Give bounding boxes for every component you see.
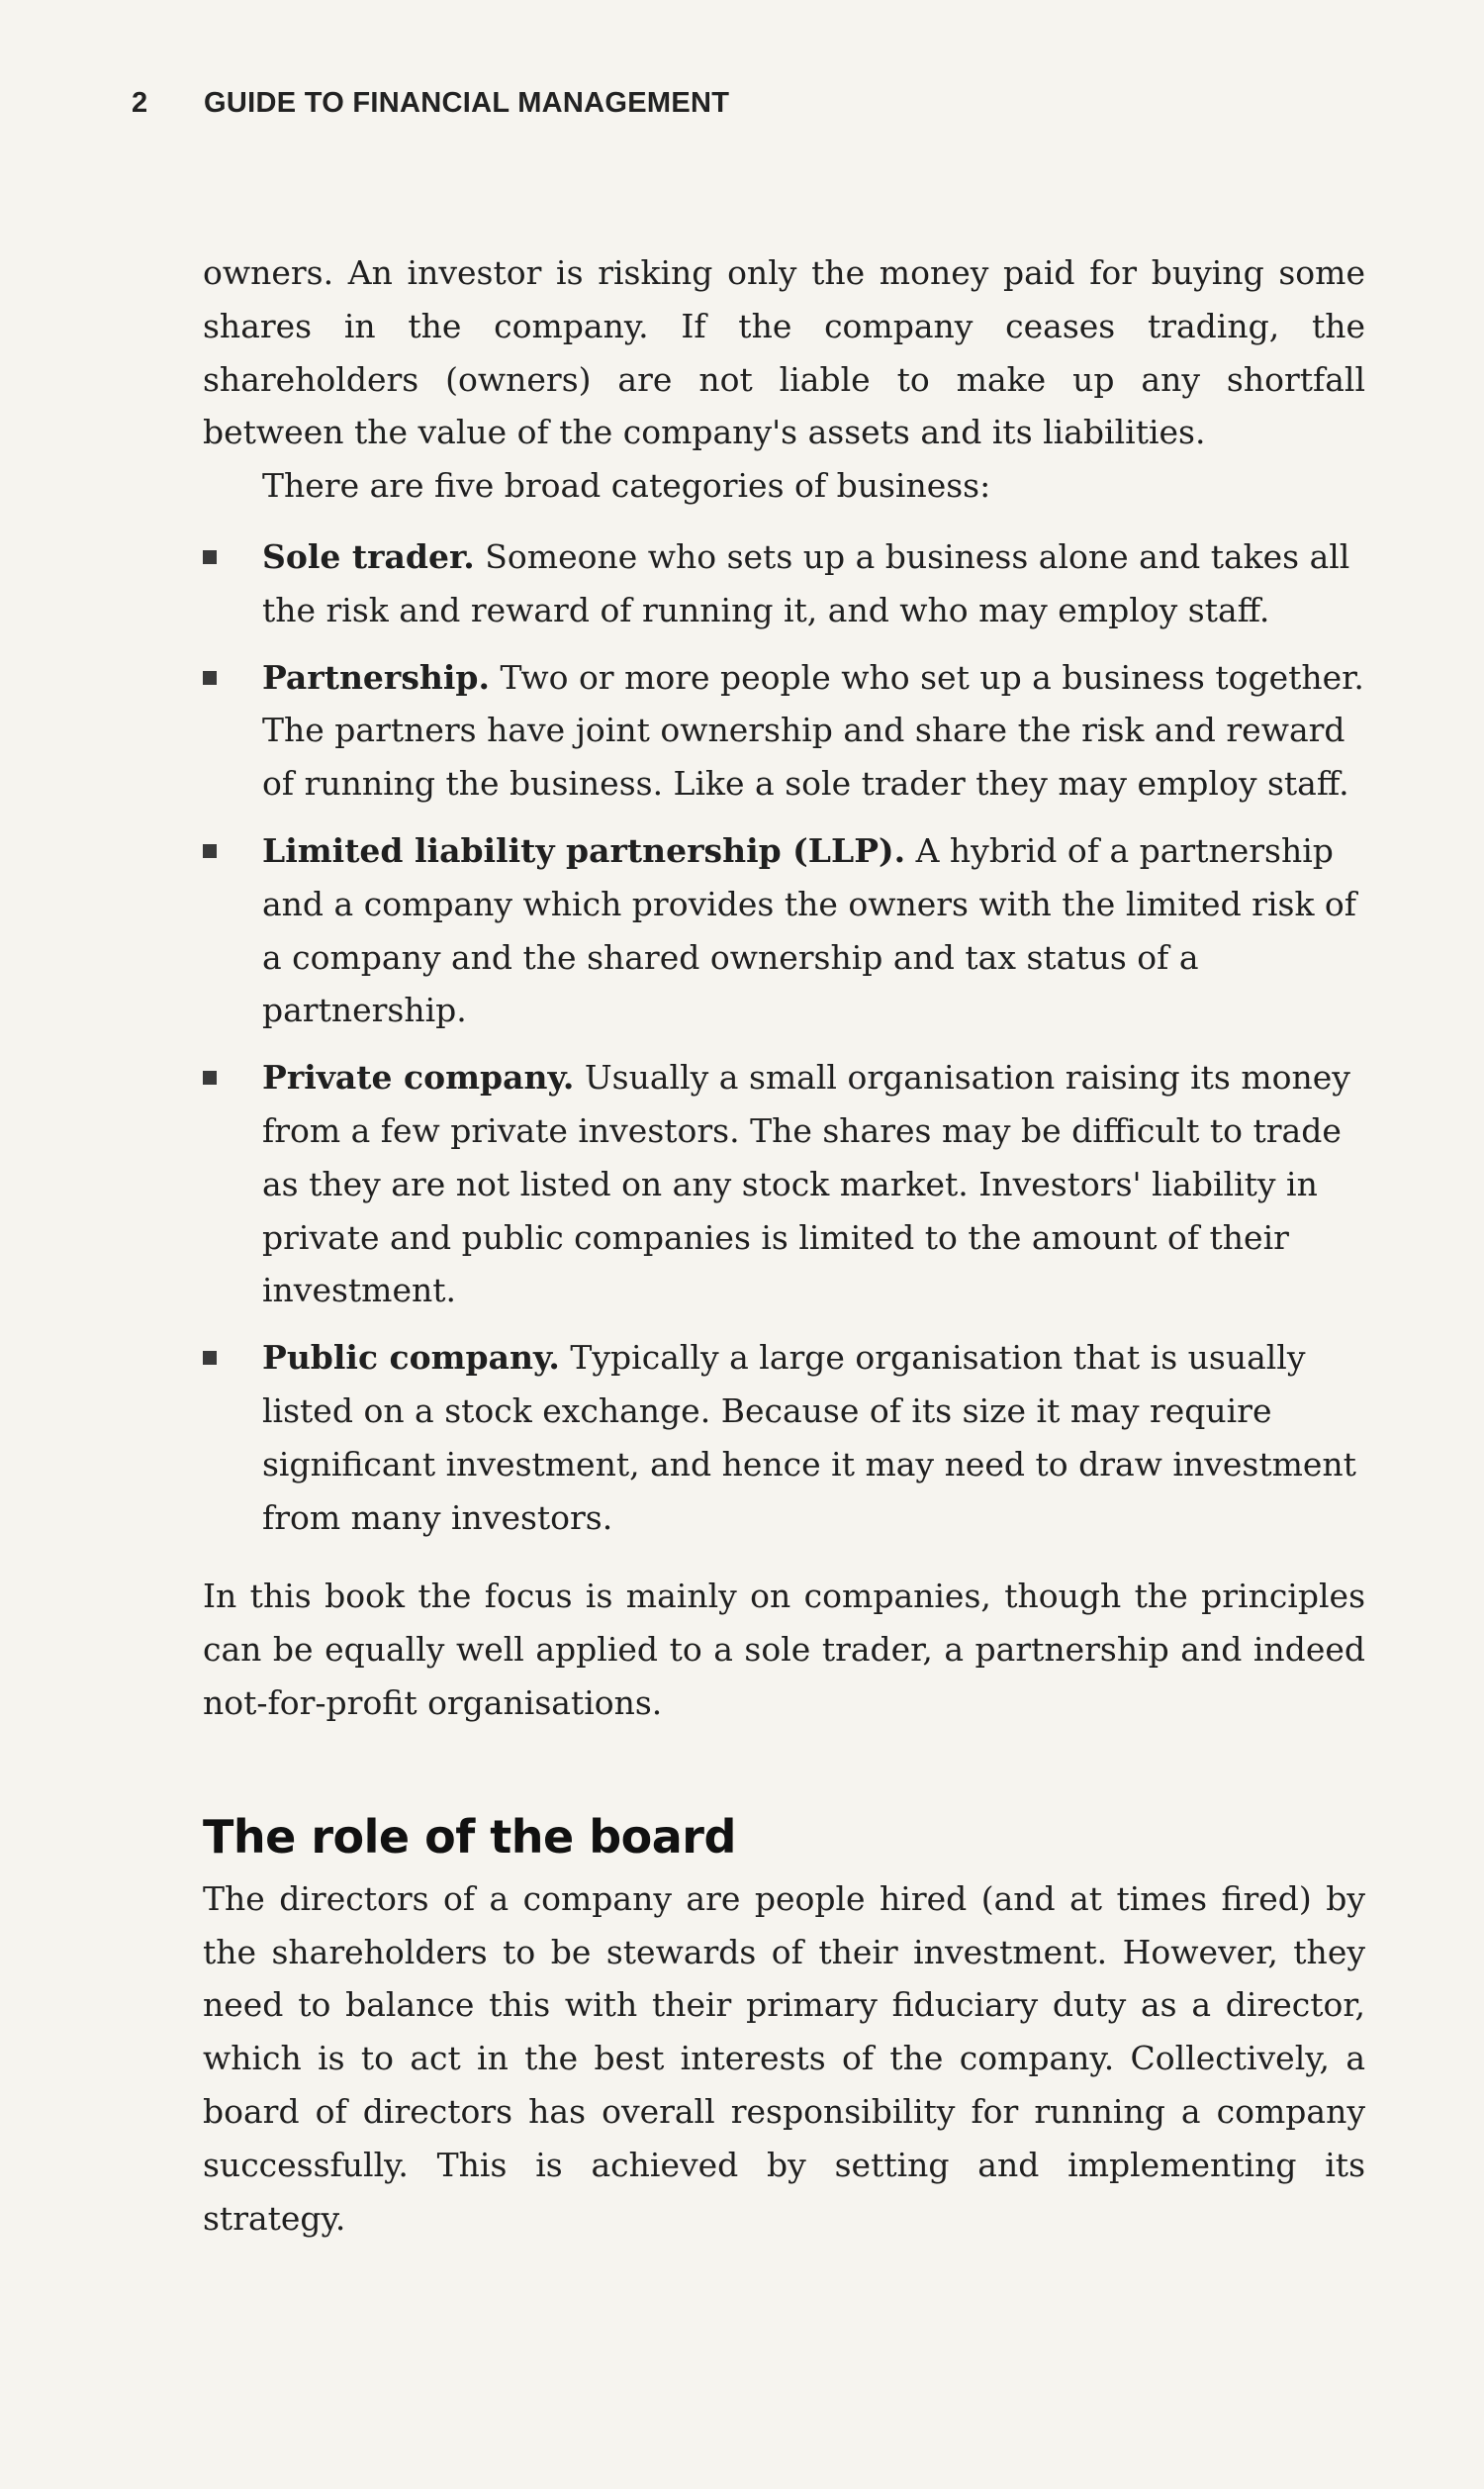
square-bullet-icon [203,844,217,858]
categories-lead-in: There are five broad categories of business: [262,466,991,506]
category-term: Private company. [262,1058,575,1098]
list-item [203,530,1365,637]
list-item [203,651,1365,811]
page-number: 2 [132,87,148,119]
category-term: Public company. [262,1338,560,1378]
square-bullet-icon [203,1351,217,1365]
closing-paragraph: In this book the focus is mainly on companies, though the principles can be equally well applied to a sole trader, a partnership and indeed not-for-profit organisations. [203,1577,1365,1722]
list-item [203,1051,1365,1317]
list-item [203,824,1365,1037]
business-categories-list [203,530,1365,1544]
category-term: Sole trader. [262,536,475,576]
category-term: Limited liability partnership (LLP). [262,830,906,870]
category-description: A hybrid of a partnership and a company which provides the owners with the limited risk of a company and the shared ownership and tax status of a partnership. [262,830,1357,1030]
square-bullet-icon [203,671,217,685]
square-bullet-icon [203,550,217,564]
body-text [203,246,1365,2245]
category-description: Two or more people who set up a business together. The partners have joint ownership and share the risk and reward of running the business. Like a sole trader they may employ staff. [262,657,1364,804]
list-item [203,1331,1365,1544]
category-term: Partnership. [262,657,490,697]
square-bullet-icon [203,1071,217,1085]
category-description: Usually a small organisation raising its money from a few private investors. The shares may be difficult to trade as they are not listed on any stock market. Investors' liability in private and public companies is limited to the amount of their investment. [262,1058,1350,1310]
running-header [132,87,729,120]
running-title: GUIDE TO FINANCIAL MANAGEMENT [204,87,730,119]
section-heading: The role of the board [203,1809,736,1864]
category-description: Someone who sets up a business alone and takes all the risk and reward of running it, and who may employ staff. [262,536,1350,629]
intro-paragraph: owners. An investor is risking only the money paid for buying some shares in the company. If the company ceases trading, the shareholders (owners) are not liable to make up any shortfall between the value of the company's assets and its liabilities. [203,253,1365,452]
category-description: Typically a large organisation that is usually listed on a stock exchange. Because of its size it may require significant investment, and hence it may need to draw investment from many investors. [262,1338,1356,1537]
section-paragraph: The directors of a company are people hired (and at times fired) by the shareholders to be stewards of their investment. However, they need to balance this with their primary fiduciary duty as a director, which is to act in the best interests of the company. Collectively, a board of directors has overall responsibility for running a company successfully. This is achieved by setting and implementing its strategy. [203,1878,1365,2238]
